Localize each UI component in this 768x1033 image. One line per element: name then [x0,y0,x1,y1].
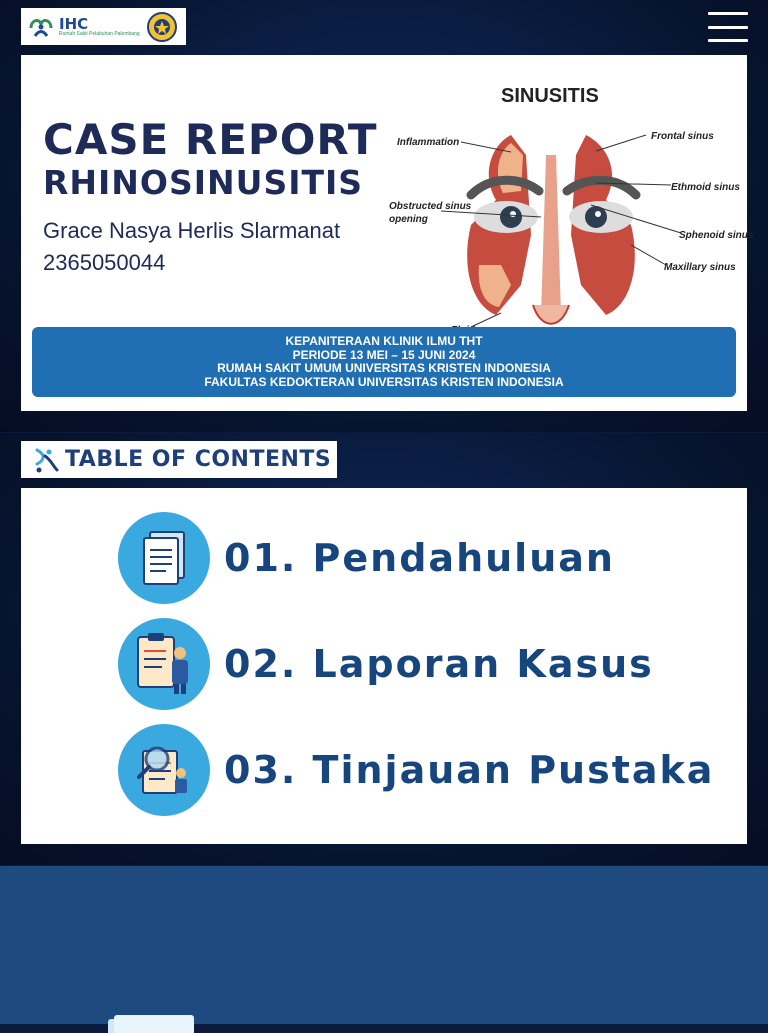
toc-item-pendahuluan[interactable] [118,512,615,604]
magnifier-research-icon [118,724,210,816]
student-id: 2365050044 [43,250,166,275]
label-ethmoid: Ethmoid sinus [671,182,740,193]
hospital-logo[interactable] [21,8,186,45]
cover-slide [0,0,768,432]
university-seal-icon [146,11,178,43]
label-opening: opening [389,214,428,225]
toc-slide [0,433,768,865]
toc-item-tinjauan-pustaka[interactable] [118,724,714,816]
banner-line: PERIODE 13 MEI – 15 JUNI 2024 [292,347,476,362]
banner-line: FAKULTAS KEDOKTERAN UNIVERSITAS KRISTEN INDONESIA [204,374,564,389]
banner-line: RUMAH SAKIT UMUM UNIVERSITAS KRISTEN INDONESIA [217,361,551,375]
document-stack-icon [104,1013,196,1033]
diagram-title: SINUSITIS [501,85,599,107]
toc-item-label: 01. Pendahuluan [224,536,615,580]
toc-item-label: 02. Laporan Kasus [224,642,654,686]
next-slide-preview [0,866,768,1024]
sinusitis-diagram [361,115,754,355]
label-inflammation: Inflammation [397,137,460,148]
institution-banner [32,327,736,397]
toc-item-label: 03. Tinjauan Pustaka [224,748,715,792]
logo-subtitle: Rumah Sakit Pelabuhan Palembang [59,30,140,37]
toc-heading: TABLE OF CONTENTS [65,447,332,472]
toc-heading-chip [21,441,337,478]
document-icon [118,512,210,604]
clipboard-doctor-icon [118,618,210,710]
ihc-logo-icon [27,14,55,40]
label-obstructed: Obstructed sinus [389,201,472,212]
cover-subtitle: RHINOSINUSITIS [43,163,364,202]
label-sphenoid: Sphenoid sinus [679,230,754,241]
label-maxillary: Maxillary sinus [664,262,736,273]
toc-item-laporan-kasus[interactable] [118,618,654,710]
sparkle-icon [31,446,59,474]
banner-line: KEPANITERAAN KLINIK ILMU THT [285,334,483,348]
label-frontal: Frontal sinus [651,131,714,142]
author-name: Grace Nasya Herlis Slarmanat [43,218,341,243]
cover-title: CASE REPORT [43,115,378,164]
cover-card [21,55,754,411]
toc-card [21,488,747,844]
hamburger-menu-icon[interactable] [708,10,748,44]
logo-name: IHC [59,14,89,33]
